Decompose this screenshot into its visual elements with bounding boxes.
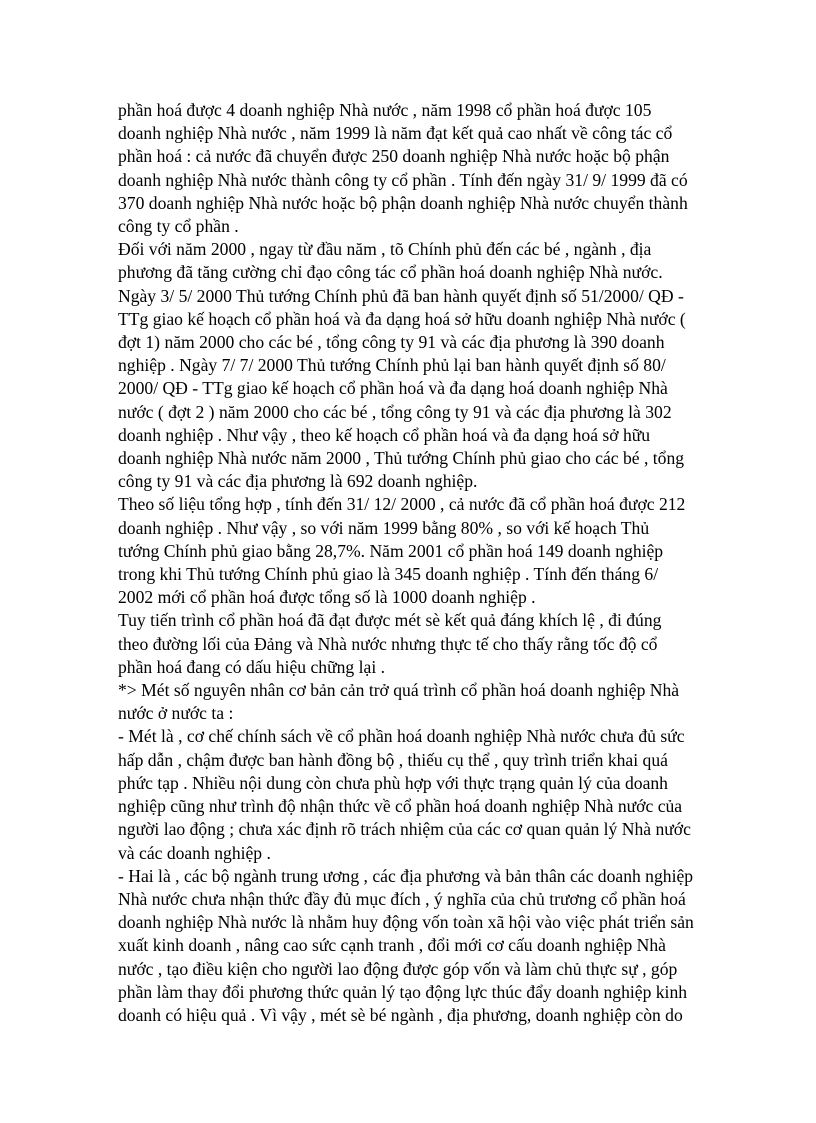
text-line: tướng Chính phủ giao bằng 28,7%. Năm 2001 cổ phần hoá 149 doanh nghiệp	[118, 540, 664, 561]
text-line: nước ở nước ta :	[118, 703, 234, 724]
text-line: *> Mét số nguyên nhân cơ bản cản trở quá trình cổ phần hoá doanh nghiệp Nhà	[118, 680, 680, 701]
text-line: hấp dẫn , chậm được ban hành đồng bộ , thiếu cụ thể , quy trình triển khai quá	[118, 749, 668, 770]
text-line: doanh nghiệp Nhà nước thành công ty cổ phần . Tính đến ngày 31/ 9/ 1999 đã có	[118, 169, 688, 190]
text-line: phần làm thay đổi phương thức quản lý tạo động lực thúc đẩy doanh nghiệp kinh	[118, 981, 688, 1002]
text-line: phần hoá đang có dấu hiệu chững lại .	[118, 656, 386, 677]
text-line: và các doanh nghiệp .	[118, 842, 271, 863]
text-line: doanh nghiệp . Như vậy , so với năm 1999 bằng 80% , so với kế hoạch Thủ	[118, 517, 650, 538]
text-line: doanh nghiệp Nhà nước , năm 1999 là năm đạt kết quả cao nhất về công tác cổ	[118, 123, 673, 144]
text-line: Đối với năm 2000 , ngay từ đầu năm , tõ Chính phủ đến các bé , ngành , địa	[118, 239, 652, 260]
text-line: phức tạp . Nhiều nội dung còn chưa phù hợp với thực trạng quản lý của doanh	[118, 772, 668, 793]
document-page	[118, 99, 718, 1027]
text-line: 370 doanh nghiệp Nhà nước hoặc bộ phận doanh nghiệp Nhà nước chuyển thành	[118, 192, 688, 213]
text-line: - Hai là , các bộ ngành trung ương , các địa phương và bản thân các doanh nghiệp	[118, 865, 694, 886]
text-line: công ty 91 và các địa phương là 692 doanh nghiệp.	[118, 471, 478, 492]
text-line: nước , tạo điều kiện cho người lao động được góp vốn và làm chủ thực sự , góp	[118, 958, 678, 979]
text-line: 2002 mới cổ phần hoá được tổng số là 1000 doanh nghiệp .	[118, 587, 536, 608]
text-line: TTg giao kế hoạch cổ phần hoá và đa dạng hoá sở hữu doanh nghiệp Nhà nước (	[118, 308, 686, 329]
text-line: nghiệp . Ngày 7/ 7/ 2000 Thủ tướng Chính phủ lại ban hành quyết định số 80/	[118, 355, 666, 376]
text-line: công ty cổ phần .	[118, 216, 239, 237]
text-line: theo đường lối của Đảng và Nhà nước nhưng thực tế cho thấy rằng tốc độ cổ	[118, 633, 658, 654]
text-line: đợt 1) năm 2000 cho các bé , tổng công ty 91 và các địa phương là 390 doanh	[118, 332, 665, 353]
text-line: phương đã tăng cường chỉ đạo công tác cổ phần hoá doanh nghiệp Nhà nước.	[118, 262, 663, 283]
text-line: Nhà nước chưa nhận thức đầy đủ mục đích , ý nghĩa của chủ trương cổ phần hoá	[118, 888, 686, 909]
text-line: doanh nghiệp Nhà nước là nhằm huy động vốn toàn xã hội vào việc phát triển sản	[118, 912, 694, 933]
text-line: xuất kinh doanh , nâng cao sức cạnh tranh , đổi mới cơ cấu doanh nghiệp Nhà	[118, 935, 666, 956]
text-line: 2000/ QĐ - TTg giao kế hoạch cổ phần hoá và đa dạng hoá doanh nghiệp Nhà	[118, 378, 668, 399]
text-line: nghiệp cũng như trình độ nhận thức về cổ phần hoá doanh nghiệp Nhà nước của	[118, 796, 683, 817]
text-line: người lao động ; chưa xác định rõ trách nhiệm của các cơ quan quản lý Nhà nước	[118, 819, 691, 840]
text-line: Tuy tiến trình cổ phần hoá đã đạt được mét sè kết quả đáng khích lệ , đi đúng	[118, 610, 662, 631]
text-line: Ngày 3/ 5/ 2000 Thủ tướng Chính phủ đã ban hành quyết định số 51/2000/ QĐ -	[118, 285, 684, 306]
text-line: doanh nghiệp . Như vậy , theo kế hoạch cổ phần hoá và đa dạng hoá sở hữu	[118, 424, 651, 445]
text-line: trong khi Thủ tướng Chính phủ giao là 345 doanh nghiệp . Tính đến tháng 6/	[118, 564, 659, 585]
text-line: - Mét là , cơ chế chính sách về cổ phần hoá doanh nghiệp Nhà nước chưa đủ sức	[118, 726, 685, 747]
text-line: phần hoá được 4 doanh nghiệp Nhà nước , năm 1998 cổ phần hoá được 105	[118, 100, 652, 120]
text-line: doanh có hiệu quả . Vì vậy , mét sè bé ngành , địa phương, doanh nghiệp còn do	[118, 1004, 683, 1025]
text-line: nước ( đợt 2 ) năm 2000 cho các bé , tổng công ty 91 và các địa phương là 302	[118, 401, 672, 422]
text-line: phần hoá : cả nước đã chuyển được 250 doanh nghiệp Nhà nước hoặc bộ phận	[118, 146, 670, 167]
text-line: Theo số liệu tổng hợp , tính đến 31/ 12/ 2000 , cả nước đã cổ phần hoá được 212	[118, 494, 686, 515]
text-line: doanh nghiệp Nhà nước năm 2000 , Thủ tướng Chính phủ giao cho các bé , tổng	[118, 448, 685, 469]
